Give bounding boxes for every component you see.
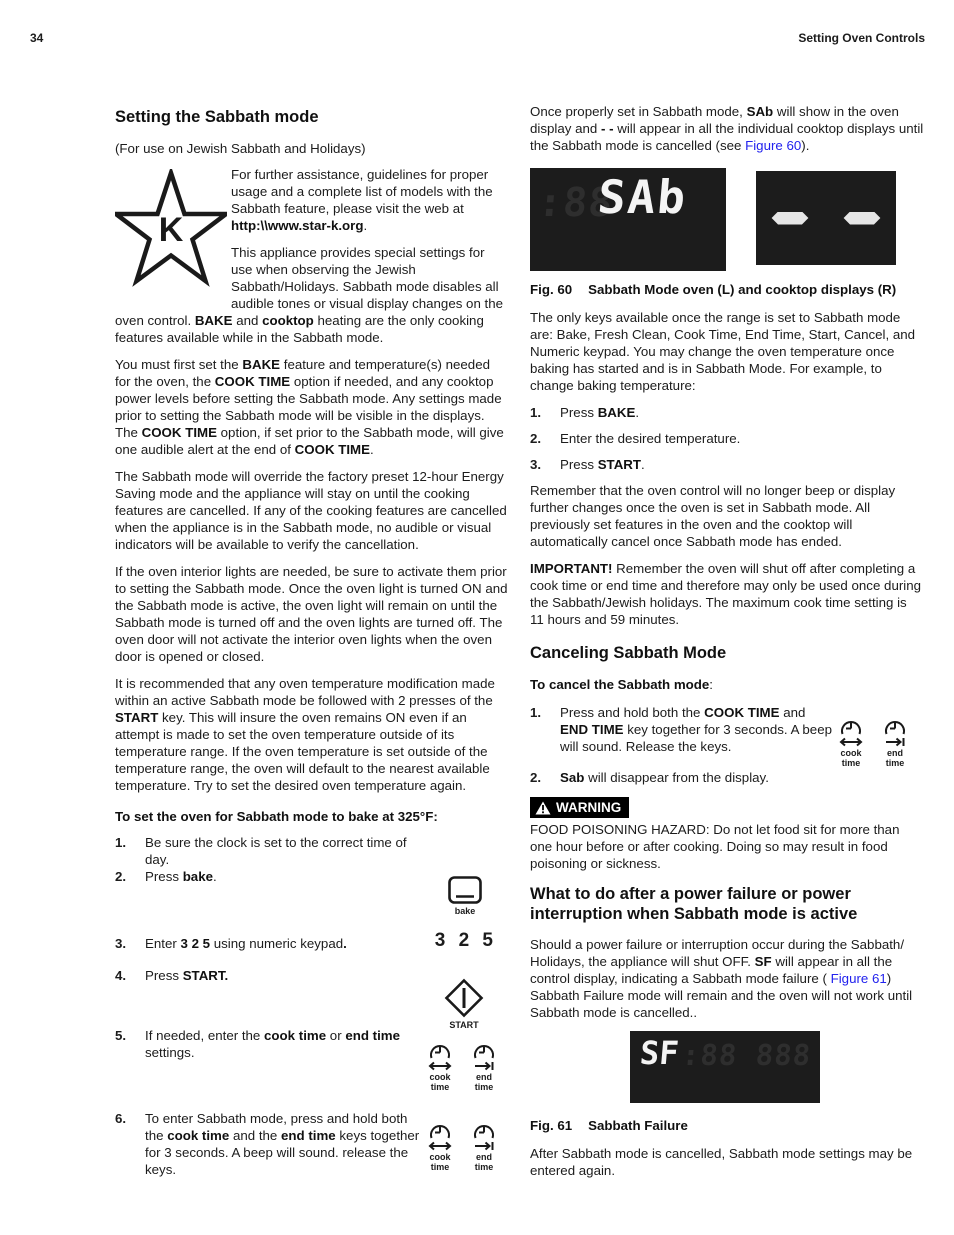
step-number: 3. [115, 936, 127, 951]
step-number: 5. [115, 1028, 127, 1043]
step-text: If needed, enter the cook time or end time settings. [145, 1028, 401, 1060]
step-text: Press START. [560, 457, 645, 472]
paragraph-setup: You must first set the BAKE feature and temperature(s) needed for the oven, the COOK TIME option if needed, and any cooktop power levels before setting the Sabbath mode. Any settings made prior to setting the Sabbath mode will be visible in the displays. The COOK TIME option, if set prior to the Sabbath mode, will give one audible alert at the end of COOK TIME. [115, 357, 504, 457]
step-item [115, 1027, 509, 1110]
paragraph-power-failure: Should a power failure or interruption occur during the Sabbath/ Holidays, the appliance will shut OFF. SF will appear in all the control display, indicating a Sabbath mode failure ( Figure 61) Sabbath Failure mode will remain and the oven will not work until Sabbath mode is cancelled.. [530, 936, 913, 1020]
paragraph-important: IMPORTANT! Remember the oven will shut off after completing a cook time or end time and therefore may only be used once during the Sabbath/Jewish holidays. The maximum cook time setting is 11 hours and 59 minutes. [530, 561, 922, 627]
figure-60 [530, 168, 924, 271]
cook-time-key-icon [838, 717, 864, 768]
sf-display-lit-text: SF [638, 1033, 681, 1072]
figure-label: Fig. 61 [530, 1117, 573, 1133]
cooktop-dash-segment [839, 212, 885, 225]
step-number: 1. [530, 405, 542, 420]
step-item [530, 404, 924, 421]
step-number: 6. [115, 1111, 127, 1126]
end-time-key-label: end time [474, 1152, 494, 1172]
star-k-icon [115, 169, 227, 293]
sf-display-ghost-digits: :88 888 [680, 1037, 813, 1072]
step-text: Press START. [145, 968, 229, 983]
end-time-key-icon [471, 1041, 497, 1092]
step-number: 2. [115, 869, 127, 884]
end-time-key-label: end time [885, 748, 905, 768]
left-column [115, 107, 509, 1190]
step-number: 1. [115, 835, 127, 850]
step-item [530, 456, 924, 473]
fig60-cooktop-display [756, 171, 896, 265]
paragraph-once-set: Once properly set in Sabbath mode, SAb will show in the oven display and - - will appear in all the individual cooktop displays until the Sabbath mode is cancelled (see Figure 60). [530, 104, 924, 153]
steps-title: To set the oven for Sabbath mode to bake at 325°F: [115, 809, 438, 824]
page-number: 34 [30, 31, 44, 45]
paragraph-lights: If the oven interior lights are needed, be sure to activate them prior to setting the Sabbath mode. Once the oven light is turned ON and the Sabbath mode is active, the oven light will remain on until the Sabbath mode is turned off and the oven lights are turned off. The oven door will not activate the interior oven lights when the oven door is opened or closed. [115, 564, 508, 664]
step-number: 3. [530, 457, 542, 472]
section-subtitle: (For use on Jewish Sabbath and Holidays) [115, 141, 366, 156]
figure-link[interactable]: Figure 60 [745, 138, 802, 153]
step-text: Press bake. [145, 869, 217, 884]
power-failure-heading: What to do after a power failure or power interruption when Sabbath mode is active [530, 884, 858, 923]
figure-title: Sabbath Failure [588, 1117, 688, 1133]
right-column [530, 103, 924, 1189]
cook-time-key-label: cook time [429, 1152, 451, 1172]
step-text: Be sure the clock is set to the correct time of day. [145, 835, 407, 867]
step-item [115, 834, 509, 868]
figure-title: Sabbath Mode oven (L) and cooktop displays (R) [588, 282, 897, 297]
cook-time-key-label: cook time [840, 748, 862, 768]
figure-61-caption [530, 1117, 924, 1134]
step-text: Press and hold both the COOK TIME and END TIME key together for 3 seconds. A beep will sound. Release the keys. [560, 705, 832, 754]
step-item [530, 704, 924, 768]
start-key-label: START [449, 1020, 479, 1030]
step-text: Enter the desired temperature. [560, 431, 741, 446]
step-number: 1. [530, 705, 542, 720]
bake-key-icon [447, 875, 483, 917]
header-section-title: Setting Oven Controls [798, 31, 925, 45]
paragraph-only-keys: The only keys available once the range is set to Sabbath mode are: Bake, Fresh Clean, Cook Time, End Time, Start, Cancel, and Numeric keypad. You may change the oven temperature once baking has started and is in Sabbath Mode. For example, to change baking temperature: [530, 310, 916, 393]
step-number: 4. [115, 968, 127, 983]
step-number: 2. [530, 431, 542, 446]
end-time-key-icon [882, 717, 908, 768]
cook-time-key-icon [427, 1041, 453, 1092]
step-text: Press BAKE. [560, 405, 640, 420]
cook-time-key-label: cook time [429, 1072, 451, 1092]
section-title: Setting the Sabbath mode [115, 108, 319, 126]
figure-link[interactable]: Figure 61 [830, 970, 887, 986]
step-text: Enter 3 2 5 using numeric keypad. [145, 936, 347, 951]
cooktop-dash-segment [767, 212, 813, 225]
numeric-entry-value: 3 2 5 [434, 930, 497, 951]
paragraph-recommend: It is recommended that any oven temperature modification made within an active Sabbath mode be followed with 2 presses of the START key. This will insure the oven remains ON even if an attempt is made to set the oven temperature outside of its temperature range. If the oven temperature is set outside of the temperature range, the oven will default to the nearest available temperature. Try to set the desired oven temperature again. [115, 676, 495, 793]
step-item [530, 430, 924, 447]
warning-text: FOOD POISONING HAZARD: Do not let food sit for more than one hour before or after cooking. Doing so may result in food poisoning or sickness. [530, 821, 900, 871]
paragraph-appliance: This appliance provides special settings for use when observing the Jewish Sabbath/Holidays. Sabbath mode disables all audible tones or visual display changes on the oven control. BAKE and cooktop heating are the only cooking features available while in the Sabbath mode. [115, 245, 504, 345]
bake-key-label: bake [454, 906, 476, 916]
oven-display-lit-text: SAb [595, 170, 690, 224]
paragraph-star-k: For further assistance, guidelines for proper usage and a complete list of models with the Sabbath feature, please visit the web at http:\\www.star-k.org. [231, 167, 493, 233]
step-item [115, 1110, 509, 1190]
paragraph-remember: Remember that the oven control will no longer beep or display further changes once the oven is set in Sabbath mode. All previously set features in the oven and the cooktop will automatically cancel once Sabbath mode has ended. [530, 483, 896, 549]
warning-triangle-icon [535, 801, 551, 815]
fig61-control-display [630, 1031, 820, 1103]
oven-display-ghost-digits: :88 [536, 180, 616, 226]
step-item [115, 868, 509, 935]
canceling-sabbath-heading: Canceling Sabbath Mode [530, 644, 727, 662]
star-k-letter: K [158, 211, 184, 249]
figure-60-caption [530, 281, 924, 298]
step-item [530, 769, 924, 786]
paragraph-after-cancel: After Sabbath mode is cancelled, Sabbath mode settings may be entered again. [530, 1145, 913, 1178]
end-time-key-icon [471, 1121, 497, 1172]
fig60-oven-display [530, 168, 726, 271]
warning-banner [530, 797, 629, 818]
step-item [115, 930, 509, 967]
step-number: 2. [530, 770, 542, 785]
figure-label: Fig. 60 [530, 282, 573, 297]
end-time-key-label: end time [474, 1072, 494, 1092]
step-item [115, 967, 509, 1030]
cook-time-key-icon [427, 1121, 453, 1172]
cancel-intro: To cancel the Sabbath mode: [530, 677, 713, 692]
warning-label: WARNING [556, 800, 622, 815]
paragraph-override: The Sabbath mode will override the factory preset 12-hour Energy Saving mode and the appliance will stay on until the cooking features are cancelled. If any of the cooking features are cancelled when the appliance is in the Sabbath mode, no audible or visual indicators will be available to verify the cancellation. [115, 469, 507, 552]
start-key-icon [443, 977, 485, 1031]
step-text: Sab will disappear from the display. [560, 770, 769, 785]
step-text: To enter Sabbath mode, press and hold both the cook time and the end time keys together for 3 seconds. A beep will sound. release the keys. [145, 1111, 420, 1177]
